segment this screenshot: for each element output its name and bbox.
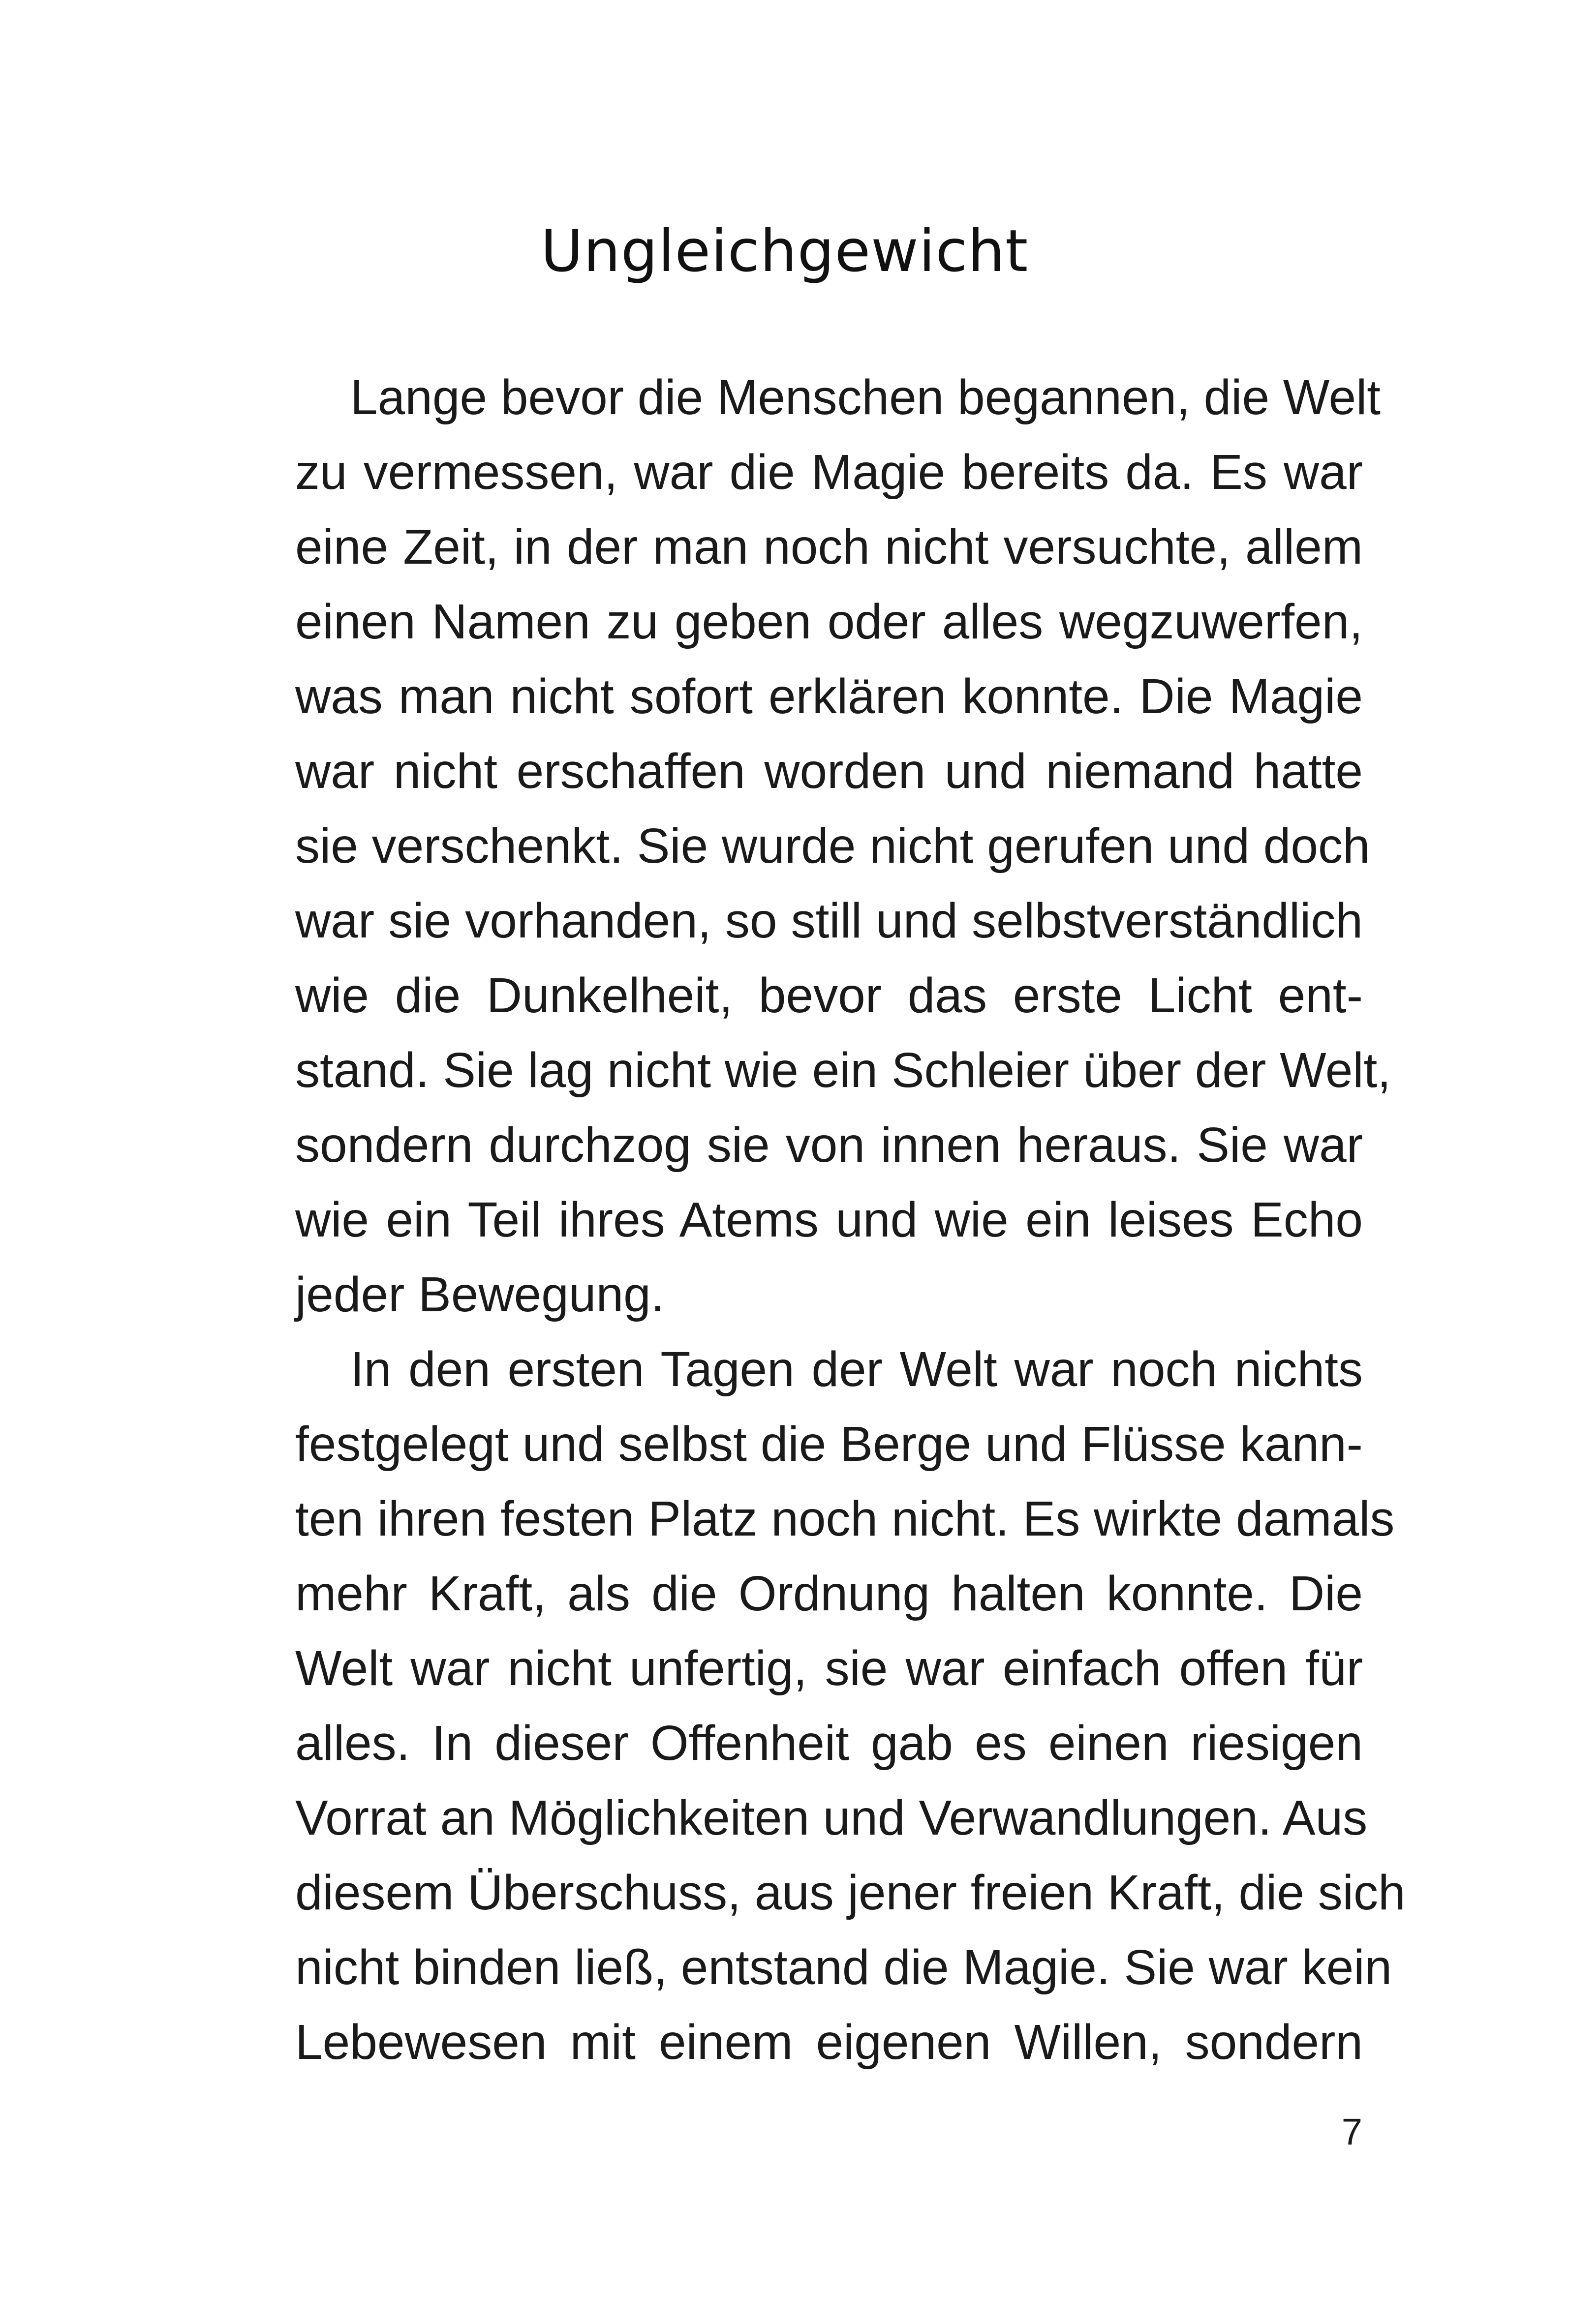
text-line: festgelegt und selbst die Berge und Flüsse kann- <box>295 1417 1363 1472</box>
text-line: war nicht erschaffen worden und niemand hatte <box>295 744 1363 799</box>
text-line: was man nicht sofort erklären konnte. Die Magie <box>295 669 1363 724</box>
text-line: Lebewesen mit einem eigenen Willen, sondern <box>295 2015 1363 2070</box>
text-line: jeder Bewegung. <box>295 1267 665 1322</box>
text-line: eine Zeit, in der man noch nicht versuchte, allem <box>295 519 1363 574</box>
text-line: wie die Dunkelheit, bevor das erste Licht ent- <box>295 968 1363 1023</box>
page-number: 7 <box>1341 2111 1362 2153</box>
paragraph-1 <box>295 360 1391 1332</box>
text-line: sondern durchzog sie von innen heraus. Sie war <box>295 1117 1363 1173</box>
paragraph-2 <box>295 1332 1406 2080</box>
chapter-title: Ungleichgewicht <box>540 217 1029 285</box>
text-line: einen Namen zu geben oder alles wegzuwerfen, <box>295 594 1363 649</box>
text-line: ten ihren festen Platz noch nicht. Es wirkte damals <box>295 1491 1395 1546</box>
text-line: stand. Sie lag nicht wie ein Schleier über der Welt, <box>295 1043 1391 1098</box>
text-line: Vorrat an Möglichkeiten und Verwandlungen. Aus <box>295 1790 1368 1845</box>
text-line: sie verschenkt. Sie wurde nicht gerufen und doch <box>295 818 1370 874</box>
text-line: diesem Überschuss, aus jener freien Kraft, die sich <box>295 1865 1406 1920</box>
text-line: zu vermessen, war die Magie bereits da. Es war <box>295 445 1363 500</box>
text-line: alles. In dieser Offenheit gab es einen riesigen <box>295 1716 1363 1771</box>
text-line: wie ein Teil ihres Atems und wie ein leises Echo <box>295 1192 1363 1247</box>
text-line: Welt war nicht unfertig, sie war einfach offen für <box>295 1641 1363 1696</box>
text-line: war sie vorhanden, so still und selbstverständlich <box>295 893 1363 948</box>
body-text <box>295 360 1406 2080</box>
text-line: nicht binden ließ, entstand die Magie. Sie war kein <box>295 1940 1392 1995</box>
text-line: In den ersten Tagen der Welt war noch nichts <box>350 1342 1363 1397</box>
text-line: Lange bevor die Menschen begannen, die Welt <box>350 370 1381 425</box>
text-line: mehr Kraft, als die Ordnung halten konnte. Die <box>295 1566 1363 1621</box>
